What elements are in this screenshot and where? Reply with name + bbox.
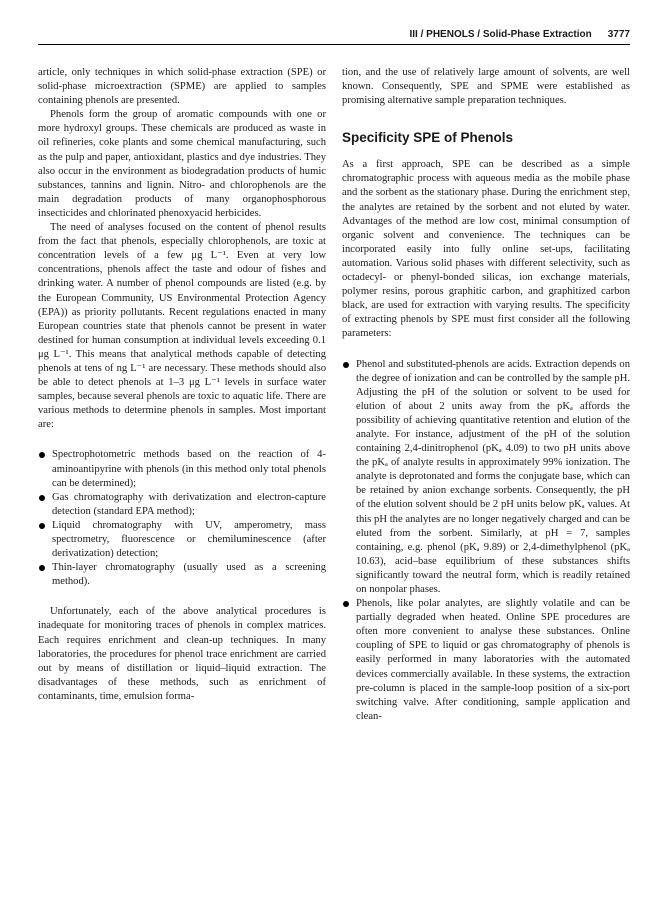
- section-title: Specificity SPE of Phenols: [342, 130, 514, 146]
- left-column: [38, 66, 326, 704]
- list-item: Phenol and substituted-phenols are acids. Extraction depends on the degree of ionization and can be controlled by the sample pH. Adjusting the pH of the solution or solvent to be used for elution of about 2 units away from the pKₐ affords the possibility of achieving quantitative retention and elution of the analyte. For instance, adjustment of the pH of the solution containing 2,4-dinitrophenol (pKₐ 4.09) to two pH units above the pKₐ of analyte results in approximately 99% ionization. The analyte is deprotonated and forms the conjugate base, which can be retained by anion exchange sorbents. Consequently, the pH of the elution solvent should be 2 pH units below pKₐ values. At this pH the analytes are no longer negatively charged and can be eluted from the sorbent. Similarly, at pH = 7, samples containing, e.g. phenol (pKₐ 9.89) or 2,4-dimethylphenol (pKₐ 10.63), acid–base equilibrium of these substances shifts significantly toward the neutral form, which is readily retained on nonpolar phases.: [342, 358, 630, 598]
- paragraph: Unfortunately, each of the above analytical procedures is inadequate for monitoring traces of phenols in complex matrices. Each requires enrichment and clean-up techniques. In many laboratories, the procedures for phenol trace enrichment are carried out by means of distillation or liquid–liquid extraction. The disadvantages of these methods, such as enrichment of contaminants, time, emulsion forma-: [38, 606, 326, 702]
- bullet-icon: [39, 452, 45, 458]
- paragraph: The need of analyses focused on the content of phenol results from the fact that phenols, especially chlorophenols, are toxic at concentration levels of a few μg L⁻¹. Even at very low concentrations, phenols affect the taste and odour of fishes and drinking water. A number of phenol compounds are listed (e.g. by the European Community, US Environmental Protection Agency (EPA)) as priority pollutants. Recent regulations enacted in many European countries state that phenols cannot be present in water destined for human consumption at individual levels exceeding 0.1 μg L⁻¹. This means that analytical methods capable of detecting phenols at tens of ng L⁻¹ are necessary. These methods should also be able to detect phenols at 1–3 μg L⁻¹ levels in surface water samples, because several phenols are toxic to aquatic life. There are various methods to determine phenols in samples. Most important are:: [38, 222, 326, 431]
- bullet-icon: [343, 362, 349, 368]
- methods-list: [38, 448, 326, 589]
- running-title: III / PHENOLS / Solid-Phase Extraction: [409, 29, 592, 40]
- page-number: 3777: [607, 29, 630, 40]
- paragraph: As a first approach, SPE can be described as a simple chromatographic process with aqueous media as the mobile phase and the sorbent as the stationary phase. During the enrichment step, the analytes are retained by the sorbent and not eluted by water. Advantages of the method are low cost, minimal consumption of organic solvent and convenience. The techniques can be incorporated easily into fully online set-ups, facilitating automation. Various solid phases with different selectivity, such as octadecyl- or phenyl-bonded silicas, ion exchange materials, polymer resins, porous graphitic carbon, and graphitized carbon black, are used for extraction with varying results. The specificity of extracting phenols by SPE must first consider all the following parameters:: [342, 159, 630, 340]
- right-column: [342, 66, 630, 724]
- list-item: Gas chromatography with derivatization and electron-capture detection (standard EPA method);: [38, 491, 326, 519]
- paragraph: tion, and the use of relatively large amount of solvents, are well known. Consequently, SPE and SPME were established as promising alternative sample preparation techniques.: [342, 67, 630, 107]
- bullet-icon: [343, 601, 349, 607]
- list-item: Spectrophotometric methods based on the reaction of 4-aminoantipyrine with phenols (in this method only total phenols can be determined);: [38, 448, 326, 490]
- bullet-icon: [39, 523, 45, 529]
- paragraph: Phenols form the group of aromatic compounds with one or more hydroxyl groups. These chemicals are produced as waste in oil refineries, coke plants and some chemical manufacturing, such as the pulp and paper, antioxidant, plastics and dye industries. They also occur in the environment as biodegradation products of humic substances, tannins and lignin. Nitro- and chlorophenols are the main degradation products of many organophosphorous insecticides and chlorinated phenoxyacid herbicides.: [38, 109, 326, 219]
- paragraph: article, only techniques in which solid-phase extraction (SPE) or solid-phase microextraction (SPME) are applied to samples containing phenols are presented.: [38, 67, 326, 107]
- list-item: Phenols, like polar analytes, are slightly volatile and can be partially degraded when heated. Online SPE procedures are often more convenient to analyse these substances. Online coupling of SPE to liquid or gas chromatography of phenols is easily performed in many laboratories with the automated devices commercially available. In these systems, the extraction pre-column is placed in the sample-loop position of a six-port switching valve. After conditioning, sample application and clean-: [342, 597, 630, 724]
- list-item: Liquid chromatography with UV, amperometry, mass spectrometry, fluorescence or chemiluminescence (after derivatization) detection;: [38, 519, 326, 561]
- parameters-list: [342, 358, 630, 724]
- bullet-icon: [39, 495, 45, 501]
- bullet-icon: [39, 565, 45, 571]
- list-item: Thin-layer chromatography (usually used as a screening method).: [38, 561, 326, 589]
- running-header: [38, 28, 630, 45]
